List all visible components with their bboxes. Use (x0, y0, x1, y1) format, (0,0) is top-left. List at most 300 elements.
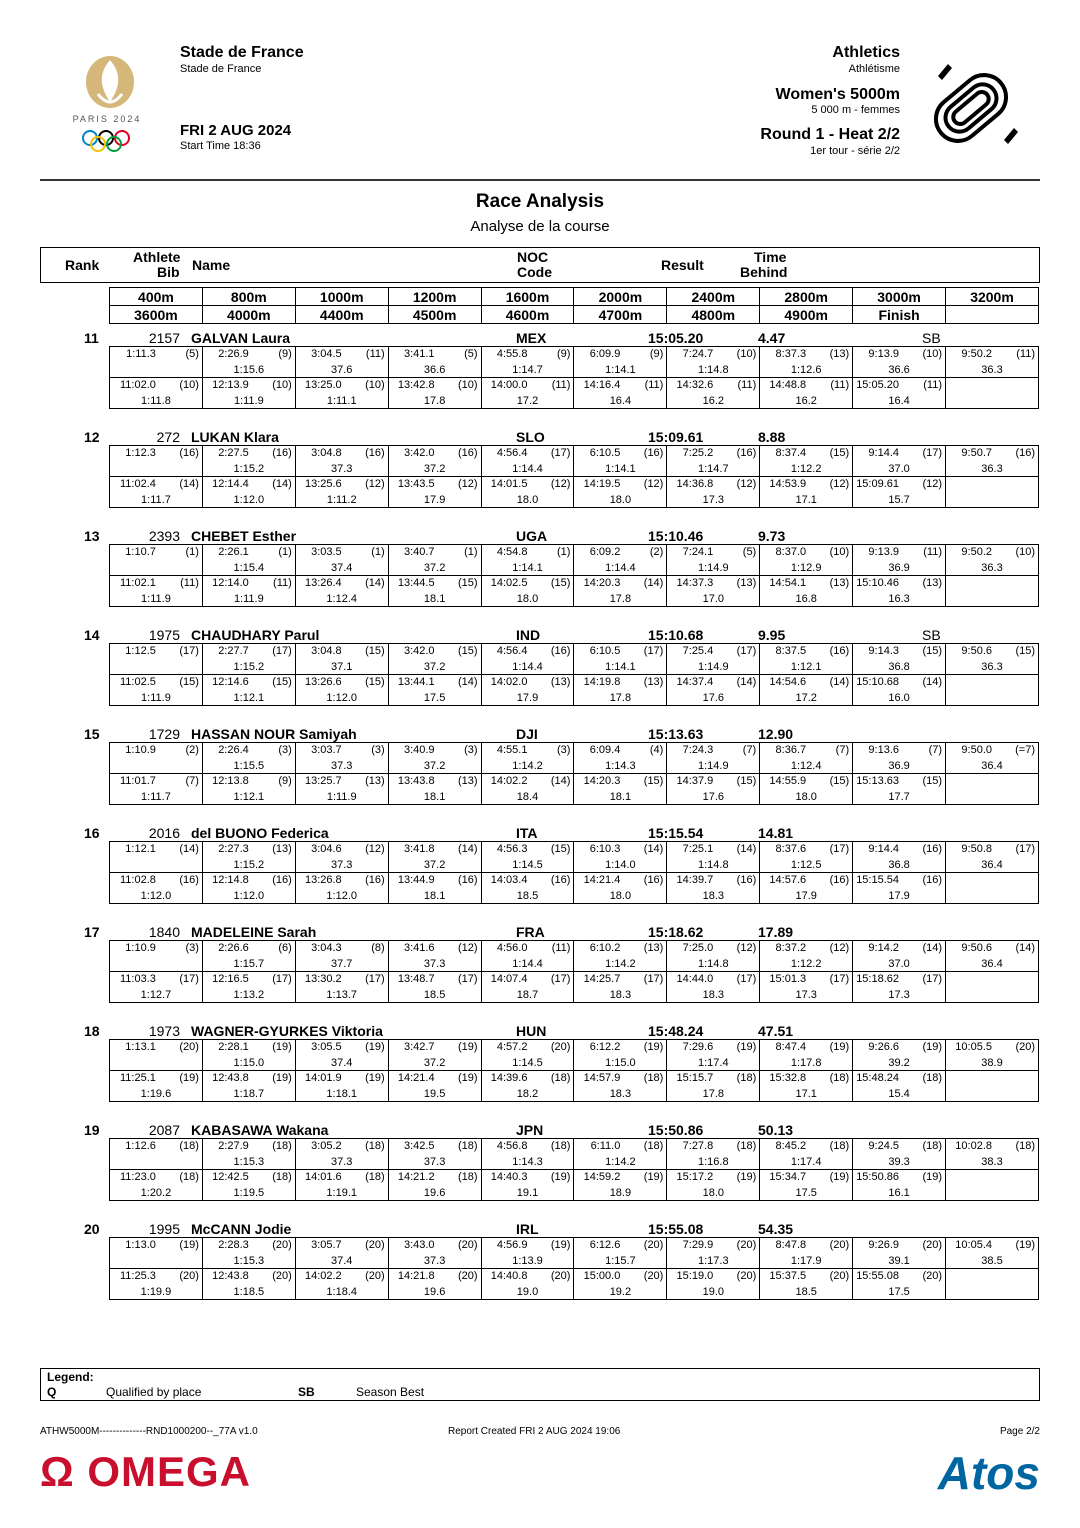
split-time-cell (388, 1170, 481, 1186)
lap-time (946, 888, 1039, 904)
split-time: 13:25.0 (304, 379, 342, 391)
athlete-block (0, 528, 1080, 627)
split-time-cell (853, 774, 946, 790)
lap-time: 16.3 (853, 591, 946, 607)
athlete-record-note: SB (922, 627, 941, 643)
split-time-cell (946, 842, 1039, 858)
split-grid (109, 445, 1039, 508)
split-position: (13) (736, 577, 757, 589)
split-position: (12) (643, 478, 664, 490)
split-position: (19) (458, 1041, 478, 1053)
split-time-cell (574, 1139, 667, 1155)
athlete-record-note: SB (922, 330, 941, 346)
athlete-rank: 20 (84, 1221, 100, 1237)
split-time: 14:39.7 (676, 874, 714, 886)
lap-time: 16.2 (667, 393, 760, 409)
athlete-block (0, 1221, 1080, 1320)
lap-time (946, 492, 1039, 508)
lap-time: 19.0 (481, 1284, 574, 1300)
split-time-cell (295, 1269, 388, 1285)
split-time: 9:50.2 (961, 546, 992, 558)
athlete-time-behind: 47.51 (758, 1023, 794, 1039)
split-time: 3:04.3 (311, 942, 342, 954)
lap-time: 36.8 (853, 659, 946, 675)
split-position: (18) (736, 1140, 757, 1152)
lap-time: 37.3 (388, 956, 481, 972)
split-position: (20) (643, 1270, 664, 1282)
split-position: (12) (550, 478, 571, 490)
lap-time: 18.3 (574, 987, 667, 1003)
header-divider (40, 179, 1040, 181)
split-position: (17) (272, 973, 292, 985)
split-time-cell (481, 576, 574, 592)
split-time: 7:24.3 (682, 744, 714, 756)
split-position: (16) (272, 447, 292, 459)
split-time: 3:05.7 (311, 1239, 342, 1251)
split-time-cell (202, 1071, 295, 1087)
col-result: Result (661, 257, 704, 273)
split-time-cell (388, 545, 481, 561)
split-position: (2) (649, 546, 664, 558)
split-position: (6) (278, 942, 292, 954)
athlete-name: del BUONO Federica (191, 825, 329, 841)
split-time-cell (110, 378, 203, 394)
split-time-cell (295, 972, 388, 988)
split-time: 8:37.3 (775, 348, 807, 360)
lap-time: 39.3 (853, 1154, 946, 1170)
split-time-cell (667, 378, 760, 394)
split-position: (12) (829, 478, 850, 490)
split-position: (13) (272, 843, 292, 855)
split-time: 6:09.9 (589, 348, 621, 360)
athlete-rank: 12 (84, 429, 100, 445)
split-time-cell (110, 873, 203, 889)
lap-time (110, 461, 203, 477)
split-time: 14:21.8 (397, 1270, 435, 1282)
split-position: (18) (272, 1140, 292, 1152)
athlete-bib: 1973 (148, 1023, 180, 1039)
split-time-cell (574, 477, 667, 493)
split-time: 14:02.2 (490, 775, 528, 787)
split-time: 14:40.8 (490, 1270, 528, 1282)
lap-time: 18.7 (481, 987, 574, 1003)
split-time: 14:37.4 (676, 676, 714, 688)
split-position: (10) (365, 379, 385, 391)
lap-time: 36.4 (946, 857, 1039, 873)
split-position: (16) (829, 874, 850, 886)
split-distance-label: 4600m (481, 306, 574, 324)
split-time: 3:43.0 (403, 1239, 435, 1251)
col-name: Name (192, 257, 231, 273)
athlete-noc: ITA (516, 825, 538, 841)
split-position: (16) (1015, 447, 1035, 459)
split-time-cell (574, 446, 667, 462)
lap-time: 1:12.6 (760, 362, 853, 378)
split-time-cell (295, 477, 388, 493)
split-position: (16) (736, 447, 757, 459)
athlete-bib: 2016 (148, 825, 180, 841)
lap-time: 1:12.4 (760, 758, 853, 774)
split-position: (16) (550, 645, 571, 657)
split-position: (17) (829, 973, 850, 985)
split-position: (19) (736, 1171, 757, 1183)
split-time: 9:50.7 (961, 447, 992, 459)
split-distance-header (109, 287, 1039, 324)
split-time: 13:26.8 (304, 874, 342, 886)
split-position: (19) (272, 1072, 292, 1084)
split-position: (10) (458, 379, 478, 391)
split-time: 14:55.9 (769, 775, 807, 787)
lap-time: 1:19.9 (110, 1284, 203, 1300)
split-time: 11:23.0 (120, 1171, 156, 1183)
lap-time: 1:12.1 (202, 690, 295, 706)
split-time: 1:10.7 (125, 546, 156, 558)
split-position: (3) (278, 744, 292, 756)
lap-time (110, 560, 203, 576)
split-time-cell (667, 347, 760, 363)
split-distance-label (946, 306, 1039, 324)
split-grid (109, 940, 1039, 1003)
athlete-noc: IND (516, 627, 541, 643)
lap-time: 1:17.4 (667, 1055, 760, 1071)
athlete-name: MADELEINE Sarah (191, 924, 317, 940)
split-position: (14) (736, 676, 757, 688)
split-time: 4:55.1 (496, 744, 528, 756)
lap-time: 18.5 (760, 1284, 853, 1300)
split-time-cell (481, 347, 574, 363)
split-time-cell (202, 941, 295, 957)
split-time-cell (853, 972, 946, 988)
split-time-cell (946, 446, 1039, 462)
lap-time: 37.6 (295, 362, 388, 378)
split-distance-label: 4900m (760, 306, 853, 324)
lap-time: 1:15.3 (202, 1253, 295, 1269)
lap-time: 17.8 (574, 591, 667, 607)
split-position: (17) (922, 447, 943, 459)
athletics-pictogram-icon (918, 58, 1024, 158)
split-position: (11) (923, 546, 943, 558)
split-distance-label: 1000m (295, 288, 388, 306)
split-position: (20) (922, 1239, 943, 1251)
athlete-bib: 272 (156, 429, 180, 445)
split-time: 13:25.7 (304, 775, 342, 787)
lap-time: 1:15.4 (202, 560, 295, 576)
split-time-cell (667, 873, 760, 889)
lap-time: 37.2 (388, 857, 481, 873)
round-subtitle: 1er tour - série 2/2 (810, 145, 900, 157)
lap-time: 18.4 (481, 789, 574, 805)
split-position: (20) (365, 1270, 385, 1282)
split-position: (12) (736, 942, 757, 954)
split-time-cell (853, 446, 946, 462)
split-distance-label: 4000m (202, 306, 295, 324)
lap-time: 17.3 (853, 987, 946, 1003)
athlete-block (0, 429, 1080, 528)
lap-time: 17.9 (760, 888, 853, 904)
lap-time: 1:14.7 (667, 461, 760, 477)
lap-time: 1:17.4 (760, 1154, 853, 1170)
split-time: 4:56.9 (496, 1239, 528, 1251)
split-position: (7) (928, 744, 943, 756)
split-time: 2:26.6 (218, 942, 249, 954)
lap-time: 17.8 (667, 1086, 760, 1102)
split-time: 3:40.9 (403, 744, 435, 756)
split-time: 11:02.0 (120, 379, 156, 391)
split-time: 14:19.8 (583, 676, 621, 688)
split-time: 13:42.8 (397, 379, 435, 391)
split-time-cell (946, 1238, 1039, 1254)
split-time: 15:55.08 (856, 1270, 900, 1282)
split-position: (15) (179, 676, 199, 688)
split-time-cell (574, 644, 667, 660)
split-position: (15) (829, 447, 850, 459)
lap-time: 38.5 (946, 1253, 1039, 1269)
lap-time: 17.5 (760, 1185, 853, 1201)
split-position: (17) (458, 973, 478, 985)
split-position: (13) (643, 942, 664, 954)
split-time: 4:54.8 (496, 546, 528, 558)
split-time-cell (853, 1238, 946, 1254)
lap-time: 1:14.0 (574, 857, 667, 873)
split-time-cell (202, 842, 295, 858)
split-time-cell (388, 1040, 481, 1056)
split-position: (7) (835, 744, 850, 756)
split-time-cell (853, 545, 946, 561)
lap-time: 1:19.1 (295, 1185, 388, 1201)
split-time: 3:04.6 (311, 843, 342, 855)
split-time: 14:57.9 (583, 1072, 621, 1084)
lap-time: 19.6 (388, 1185, 481, 1201)
athlete-block (0, 726, 1080, 825)
split-position: (8) (371, 942, 385, 954)
split-position: (12) (365, 478, 385, 490)
lap-time: 1:18.7 (202, 1086, 295, 1102)
page-subtitle: Analyse de la course (470, 218, 610, 235)
split-time: 6:11.0 (590, 1140, 621, 1152)
lap-time: 18.1 (388, 591, 481, 607)
lap-time: 18.0 (574, 888, 667, 904)
split-time-cell (760, 378, 853, 394)
split-position: (10) (922, 348, 943, 360)
split-time-cell (202, 1269, 295, 1285)
split-time: 15:01.3 (769, 973, 807, 985)
split-time-cell (295, 675, 388, 691)
split-time: 4:56.3 (496, 843, 528, 855)
lap-time: 37.0 (853, 956, 946, 972)
lap-time: 18.0 (574, 492, 667, 508)
legend-q-code: Q (47, 1385, 57, 1399)
split-time-cell (110, 1040, 203, 1056)
lap-time: 17.1 (760, 1086, 853, 1102)
split-position: (3) (371, 744, 385, 756)
split-time-cell (202, 378, 295, 394)
split-position: (5) (464, 348, 478, 360)
lap-time: 1:17.9 (760, 1253, 853, 1269)
lap-time: 36.8 (853, 857, 946, 873)
split-time-cell (667, 675, 760, 691)
lap-time: 17.2 (481, 393, 574, 409)
split-position: (20) (458, 1270, 478, 1282)
athlete-bib: 1975 (148, 627, 180, 643)
lap-time: 1:12.4 (295, 591, 388, 607)
split-time: 14:48.8 (769, 379, 807, 391)
split-time-cell (202, 347, 295, 363)
round-title: Round 1 - Heat 2/2 (760, 126, 900, 143)
split-time-cell (946, 743, 1039, 759)
lap-time: 19.1 (481, 1185, 574, 1201)
split-position: (16) (179, 874, 199, 886)
split-time-cell (295, 1040, 388, 1056)
athlete-result: 15:10.46 (648, 528, 704, 544)
split-time-cell (946, 1170, 1039, 1186)
split-position: (19) (365, 1041, 385, 1053)
athlete-name: KABASAWA Wakana (191, 1122, 329, 1138)
split-position: (1) (557, 546, 571, 558)
split-time: 14:21.2 (397, 1171, 435, 1183)
split-time-cell (202, 675, 295, 691)
split-time: 15:15.54 (856, 874, 900, 886)
lap-time: 36.3 (946, 560, 1039, 576)
split-time: 14:32.6 (676, 379, 714, 391)
split-position: (17) (272, 645, 292, 657)
split-position: (15) (1015, 645, 1035, 657)
lap-time: 1:14.1 (574, 659, 667, 675)
split-time: 1:11.3 (126, 348, 156, 360)
split-position: (18) (550, 1140, 571, 1152)
split-time-cell (202, 477, 295, 493)
lap-time: 37.3 (388, 1253, 481, 1269)
split-time: 12:13.8 (212, 775, 249, 787)
legend-sb-code: SB (298, 1385, 315, 1399)
lap-time: 19.2 (574, 1284, 667, 1300)
split-position: (20) (365, 1239, 385, 1251)
split-time-cell (574, 873, 667, 889)
split-time: 13:43.8 (397, 775, 435, 787)
split-position: (15) (550, 843, 571, 855)
split-position: (12) (458, 942, 478, 954)
split-grid (109, 346, 1039, 409)
split-time-cell (760, 1071, 853, 1087)
split-distance-label: 3200m (946, 288, 1039, 306)
split-time-cell (760, 941, 853, 957)
split-time: 2:26.9 (218, 348, 249, 360)
split-position: (20) (736, 1239, 757, 1251)
athlete-time-behind: 14.81 (758, 825, 794, 841)
split-time: 9:14.4 (868, 447, 900, 459)
lap-time: 1:12.7 (110, 987, 203, 1003)
lap-time: 15.4 (853, 1086, 946, 1102)
athlete-name: LUKAN Klara (191, 429, 279, 445)
lap-time: 1:17.3 (667, 1253, 760, 1269)
split-distance-label: 2800m (760, 288, 853, 306)
venue-title: Stade de France (180, 44, 304, 61)
lap-time: 1:12.9 (760, 560, 853, 576)
split-time-cell (760, 675, 853, 691)
split-time: 8:36.7 (775, 744, 807, 756)
athlete-time-behind: 9.95 (758, 627, 786, 643)
lap-time: 18.0 (481, 492, 574, 508)
split-time: 14:01.6 (304, 1171, 342, 1183)
split-time: 2:27.5 (218, 447, 249, 459)
col-athlete: Athlete (133, 249, 181, 265)
split-time: 13:48.7 (397, 973, 435, 985)
lap-time (110, 1253, 203, 1269)
split-time: 6:12.6 (589, 1239, 621, 1251)
split-time-cell (946, 644, 1039, 660)
split-time-cell (295, 545, 388, 561)
athlete-result: 15:55.08 (648, 1221, 704, 1237)
athlete-result: 15:48.24 (648, 1023, 704, 1039)
split-time: 11:25.3 (120, 1270, 156, 1282)
athlete-bib: 1729 (148, 726, 180, 742)
split-time-cell (295, 446, 388, 462)
lap-time (946, 987, 1039, 1003)
lap-time: 37.3 (295, 1154, 388, 1170)
split-time-cell (574, 1269, 667, 1285)
split-time-cell (295, 576, 388, 592)
lap-time: 1:15.0 (574, 1055, 667, 1071)
split-time-cell (667, 446, 760, 462)
lap-time (110, 1055, 203, 1071)
lap-time: 36.6 (853, 362, 946, 378)
split-position: (13) (643, 676, 664, 688)
lap-time (110, 1154, 203, 1170)
split-time: 3:42.0 (403, 447, 435, 459)
col-rank: Rank (65, 257, 100, 273)
report-created: Report Created FRI 2 AUG 2024 19:06 (448, 1426, 621, 1437)
athlete-block (0, 627, 1080, 726)
lap-time: 36.4 (946, 956, 1039, 972)
split-position: (5) (185, 348, 199, 360)
split-time-cell (110, 576, 203, 592)
athlete-name: WAGNER-GYURKES Viktoria (191, 1023, 383, 1039)
split-time: 11:02.8 (120, 874, 156, 886)
split-position: (14) (179, 843, 199, 855)
lap-time: 1:14.9 (667, 560, 760, 576)
split-time-cell (481, 1170, 574, 1186)
split-time: 4:56.0 (496, 942, 528, 954)
venue-subtitle: Stade de France (180, 63, 262, 75)
split-time-cell (110, 644, 203, 660)
athlete-time-behind: 8.88 (758, 429, 786, 445)
split-position: (14) (458, 843, 478, 855)
split-time-cell (295, 1170, 388, 1186)
split-time: 14:37.3 (676, 577, 714, 589)
split-time: 9:14.3 (868, 645, 900, 657)
athlete-time-behind: 50.13 (758, 1122, 794, 1138)
split-time-cell (202, 576, 295, 592)
split-time-cell (481, 675, 574, 691)
split-time-cell (110, 743, 203, 759)
split-time: 1:10.9 (125, 744, 156, 756)
lap-time: 17.2 (760, 690, 853, 706)
split-position: (15) (550, 577, 571, 589)
split-time-cell (853, 842, 946, 858)
split-position: (14) (643, 577, 664, 589)
lap-time: 36.6 (388, 362, 481, 378)
split-time-cell (853, 576, 946, 592)
athlete-noc: DJI (516, 726, 538, 742)
split-time-cell (946, 545, 1039, 561)
athlete-rank: 14 (84, 627, 100, 643)
lap-time: 1:15.2 (202, 857, 295, 873)
legend-title: Legend: (47, 1370, 94, 1384)
split-time-cell (853, 347, 946, 363)
lap-time: 1:13.9 (481, 1253, 574, 1269)
split-position: (16) (643, 447, 664, 459)
split-time: 2:27.9 (218, 1140, 249, 1152)
athlete-time-behind: 12.90 (758, 726, 794, 742)
